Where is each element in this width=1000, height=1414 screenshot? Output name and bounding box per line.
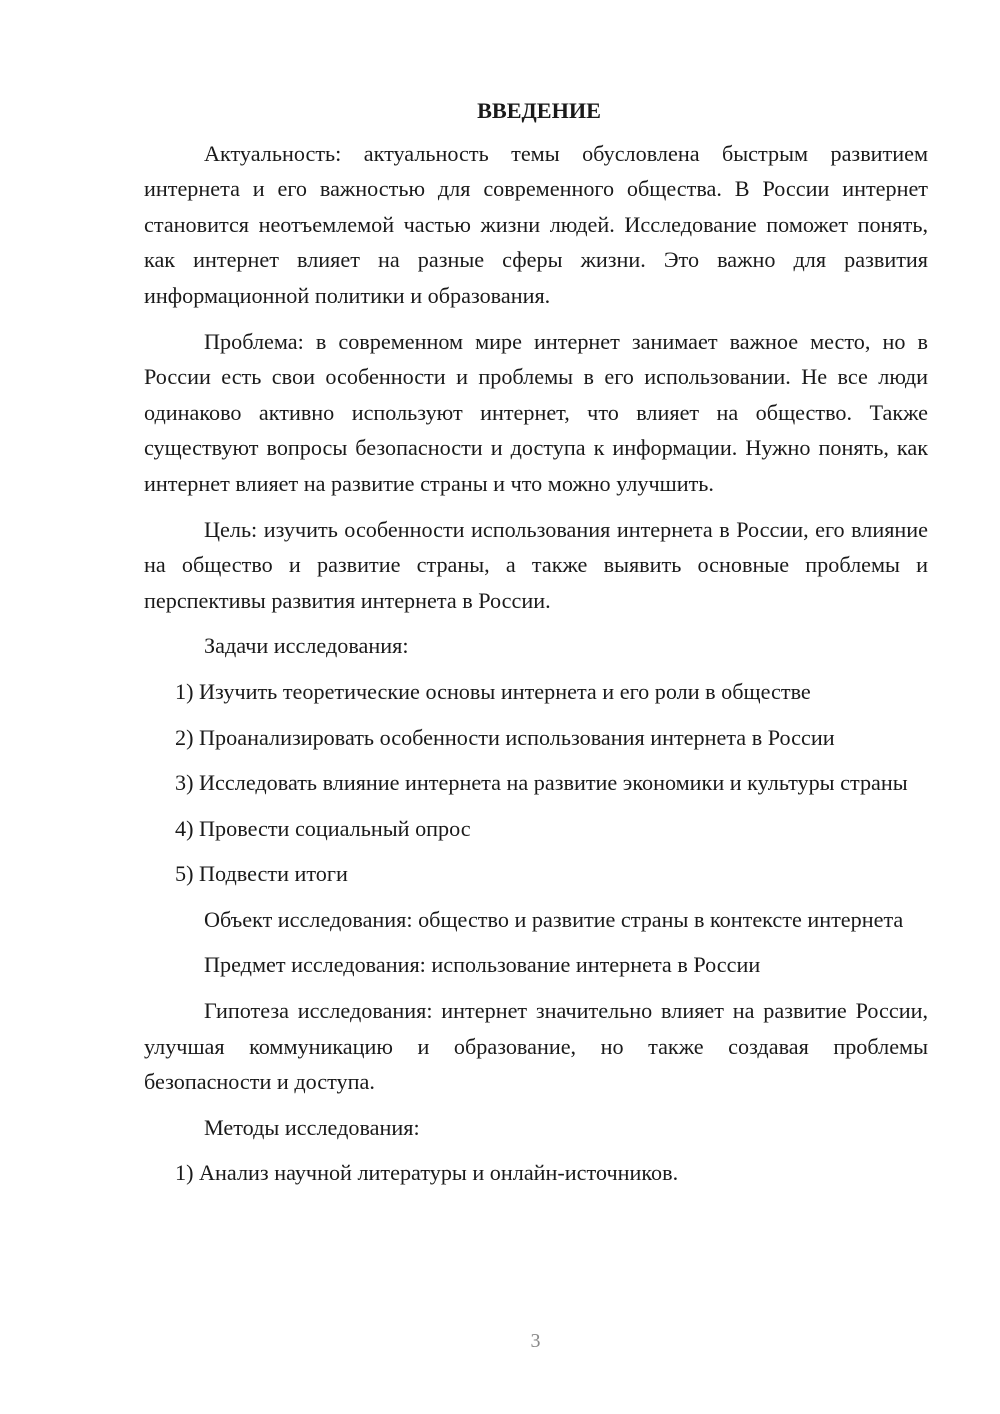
page-body xyxy=(144,93,928,1201)
goal-paragraph: Цель: изучить особенности использования интернета в России, его влияние на общество и развитие страны, а также выявить основные проблемы и перспективы развития интернета в России. xyxy=(144,516,928,613)
task-item-1: 1) Изучить теоретические основы интернета и его роли в обществе xyxy=(175,678,811,704)
method-item-1: 1) Анализ научной литературы и онлайн-источников. xyxy=(175,1160,679,1186)
object-paragraph: Объект исследования: общество и развитие страны в контексте интернета xyxy=(204,906,904,932)
page-number: 3 xyxy=(530,1330,541,1352)
task-item-4: 4) Провести социальный опрос xyxy=(175,815,471,841)
problem-paragraph: Проблема: в современном мире интернет занимает важное место, но в России есть свои особенности и проблемы в его использовании. Не все люди одинаково активно используют интернет, что влияет на общество. Также существуют вопросы безопасности и доступа к информации. Нужно понять, как интернет влияет на развитие страны и что можно улучшить. xyxy=(144,328,928,496)
relevance-paragraph: Актуальность: актуальность темы обусловлена быстрым развитием интернета и его важностью для современного общества. В России интернет становится неотъемлемой частью жизни людей. Исследование поможет понять, как интернет влияет на разные сферы жизни. Это важно для развития информационной политики и образования. xyxy=(144,140,928,308)
tasks-heading: Задачи исследования: xyxy=(204,633,409,659)
task-item-3: 3) Исследовать влияние интернета на развитие экономики и культуры страны xyxy=(175,770,908,796)
subject-paragraph: Предмет исследования: использование интернета в России xyxy=(204,952,761,978)
page-title: ВВЕДЕНИЕ xyxy=(477,98,601,123)
hypothesis-paragraph: Гипотеза исследования: интернет значительно влияет на развитие России, улучшая коммуникацию и образование, но также создавая проблемы безопасности и доступа. xyxy=(144,998,928,1095)
task-item-5: 5) Подвести итоги xyxy=(175,861,348,887)
task-item-2: 2) Проанализировать особенности использования интернета в России xyxy=(175,724,835,750)
methods-heading: Методы исследования: xyxy=(204,1114,420,1140)
